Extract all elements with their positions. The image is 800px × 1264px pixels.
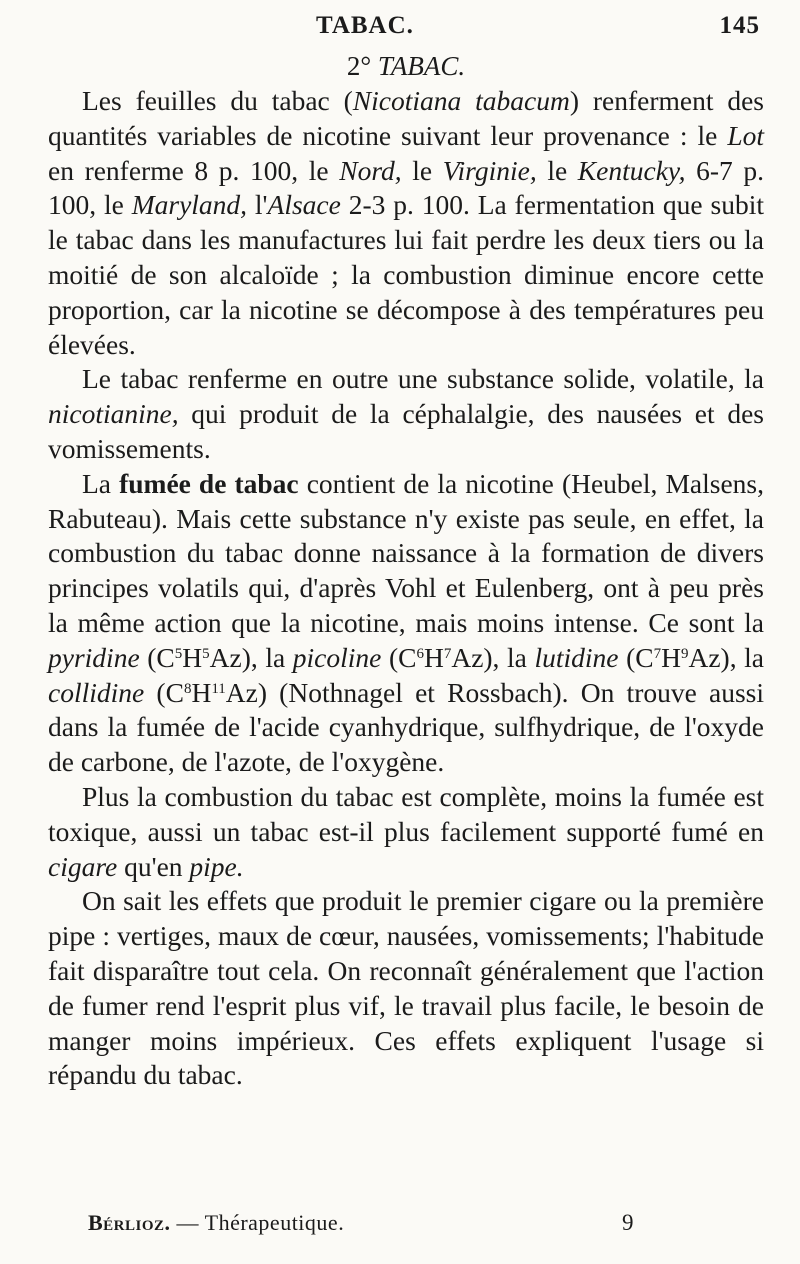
italic-term: Maryland, [131, 189, 248, 221]
formula-superscript: 9 [680, 645, 689, 662]
italic-term: Alsace [267, 189, 341, 221]
formula-superscript: 7 [443, 645, 452, 662]
page [48, 6, 764, 1093]
paragraph-smoke [48, 467, 764, 780]
formula-superscript: 5 [174, 645, 183, 662]
formula-part: H [191, 676, 212, 708]
italic-term: pipe. [189, 850, 244, 882]
formula-part: H [182, 641, 203, 673]
italic-term: Virginie, [442, 154, 537, 186]
italic-term: Nord, [339, 154, 402, 186]
italic-term: Kentucky, [577, 154, 686, 186]
italic-term: picoline [292, 641, 382, 673]
text-run: qu'en [117, 850, 190, 882]
italic-term: collidine [48, 676, 145, 708]
formula-part: Az), la [688, 641, 765, 673]
signature-mark: 9 [622, 1210, 634, 1235]
text-run: le [536, 154, 578, 186]
bold-term: fumée de tabac [119, 467, 299, 499]
paragraph-combustion [48, 780, 764, 884]
paragraph-provenance [48, 84, 764, 362]
page-footer [48, 1210, 756, 1240]
text-run: ) renferment des quantités variables de nicotine suivant leur provenance : le [48, 85, 764, 151]
text-run: 6-7 p. 100, le [48, 154, 764, 221]
formula-part: Az), la [451, 641, 535, 673]
text-run: On sait les effets que produit le premier cigare ou la première pipe : vertiges, maux de cœur, nausées, vomissements; l'habitude fait disparaître tout cela. On reconnaît généralement que l'action de fumer rend l'esprit plus vif, le travail plus facile, le besoin de manger moins impérieux. Ces effets expliquent l'usage si répandu du tabac. [48, 885, 764, 1091]
text-run: qui produit de la céphalalgie, des nausées et des vomissements. [48, 398, 764, 464]
formula-part: H [661, 641, 681, 673]
italic-term: Nicotiana tabacum [352, 85, 570, 116]
text-run: contient de la nicotine (Heubel, Malsens, Rabuteau). Mais cette substance n'y existe pas seule, en effet, la combustion du tabac donne naissance à la formation de divers principes volatils qui, d'après Vohl et Eulenberg, ont à peu près la même action que la nicotine, mais moins intense. Ce sont la [48, 467, 764, 638]
footer-author [88, 1210, 344, 1236]
formula-part: Az), la [209, 641, 293, 673]
formula-part: (C [618, 641, 654, 673]
formula-superscript: 5 [202, 645, 210, 662]
italic-term: lutidine [534, 641, 619, 673]
text-run: La [82, 467, 120, 499]
formula-superscript: 7 [653, 645, 662, 662]
formula-superscript: 8 [183, 680, 192, 697]
author-name: Bérlioz. [88, 1210, 171, 1235]
paragraph-nicotianine [48, 362, 764, 466]
formula-part: Az) (Nothnagel et Rossbach). On trouve aussi dans la fumée de l'acide cyanhydrique, sulfhydrique, de l'oxyde de carbone, de l'azote, de l'oxygène. [48, 676, 765, 778]
text-run: Le tabac renferme en outre une substance solide, volatile, la [82, 363, 764, 395]
formula-superscript: 6 [416, 645, 424, 662]
book-title: Thérapeutique. [204, 1210, 345, 1235]
text-run: Plus la combustion du tabac est complète, moins la fumée est toxique, aussi un tabac est-il plus facilement supporté fumé en [48, 780, 764, 847]
text-run: l' [247, 189, 268, 221]
footer-separator: — [170, 1210, 205, 1235]
running-title: TABAC. [316, 12, 414, 39]
section-heading [48, 48, 764, 84]
formula-part: H [423, 641, 444, 673]
formula-part: (C [381, 641, 417, 673]
italic-term: Lot [727, 119, 764, 151]
formula-superscript: 11 [211, 680, 226, 697]
formula-part: (C [139, 641, 175, 673]
section-title: TABAC. [377, 51, 466, 81]
section-ordinal: 2° [346, 51, 372, 81]
text-run: le [401, 154, 443, 186]
italic-term: pyridine [48, 641, 140, 673]
formula-part: (C [144, 676, 184, 708]
paragraph-effects [48, 884, 764, 1093]
italic-term: cigare [48, 850, 118, 882]
text-run: en renferme 8 p. 100, le [48, 154, 340, 186]
text-run: Les feuilles du tabac ( [82, 85, 353, 116]
running-head [48, 6, 764, 46]
text-run: 2-3 p. 100. La fermentation que subit le tabac dans les manufactures lui fait perdre les deux tiers ou la moitié de son alcaloïde ; la combustion diminue encore cette proportion, car la nicotine se décompose à des températures peu élevées. [48, 189, 764, 360]
page-number: 145 [719, 12, 760, 39]
italic-term: nicotianine, [48, 398, 179, 430]
